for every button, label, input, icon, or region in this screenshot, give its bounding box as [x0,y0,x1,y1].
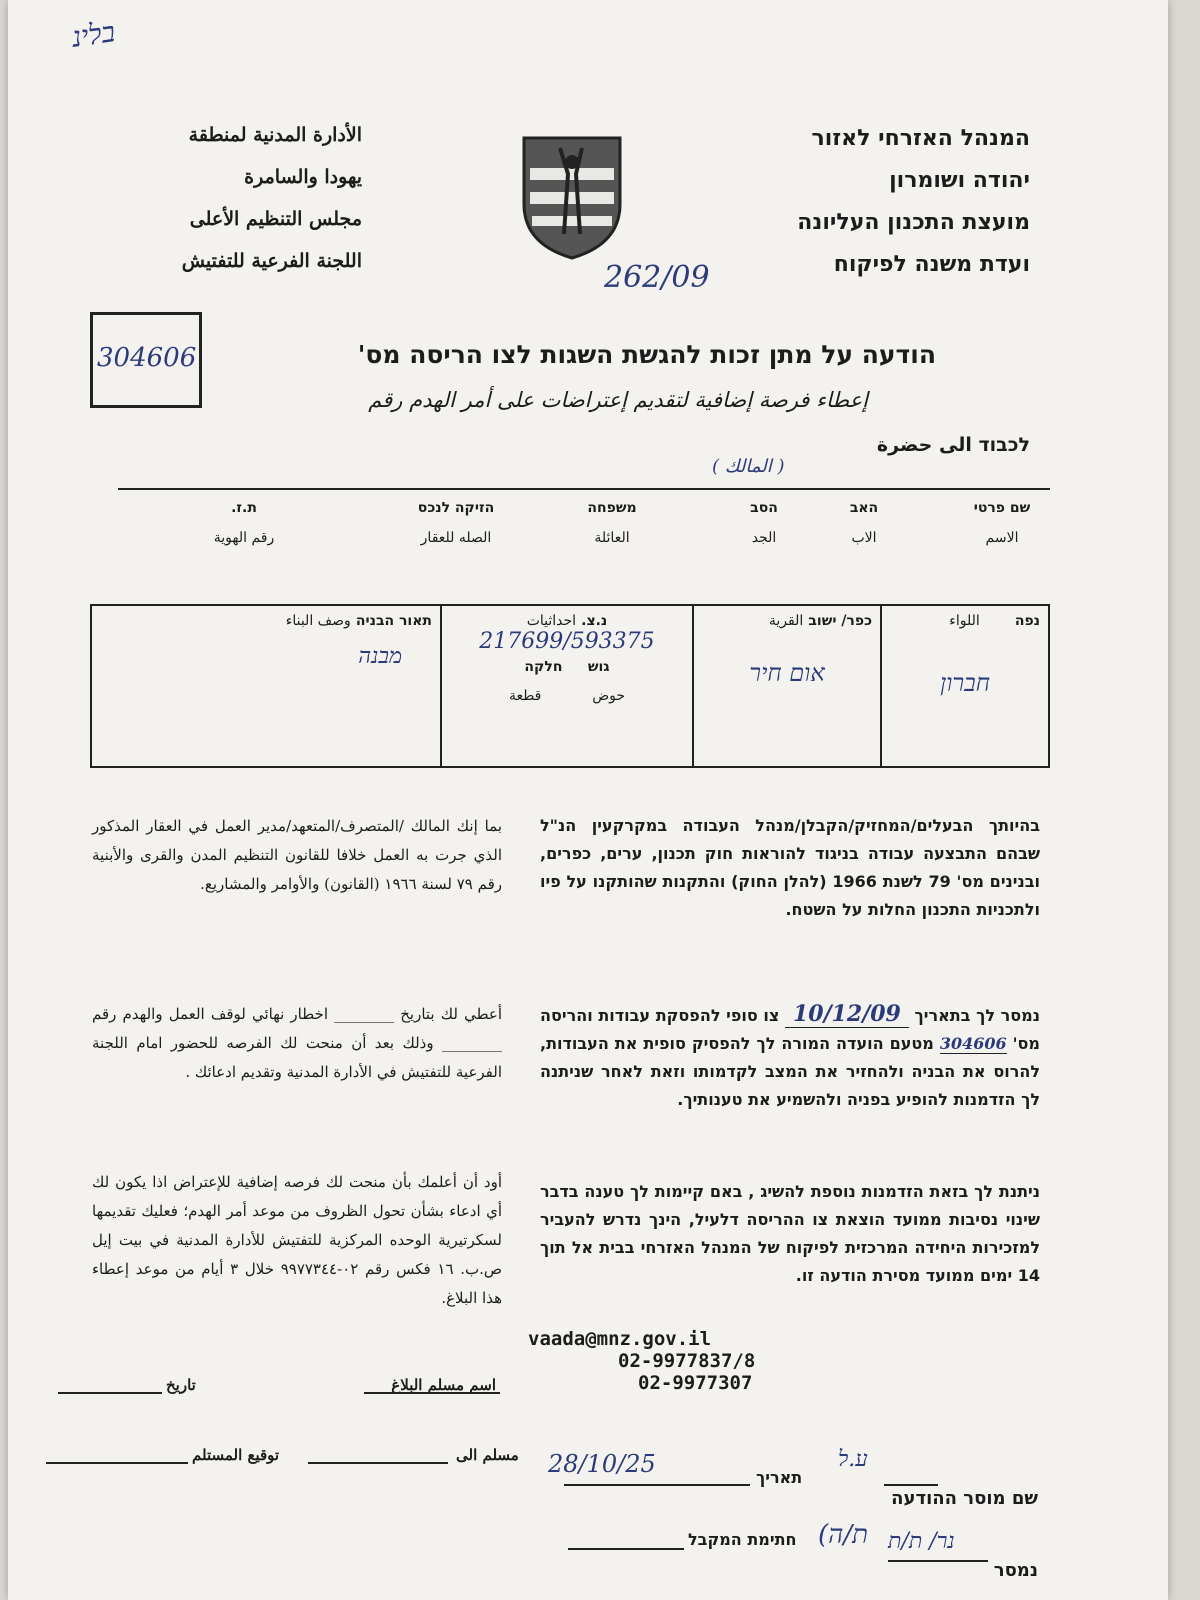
field-id-number [194,500,294,546]
cell-district [881,605,1049,767]
parcel-label-ar: قطعة [508,688,542,704]
emblem-shield-icon [520,134,624,262]
receiver-sig-label-he: חתימת המקבל [688,1530,797,1549]
field-id-number-ar: رقم الهوية [213,530,275,546]
coords-value: 217699/593375 [479,629,655,654]
cell-coords [441,605,693,767]
desc-label-ar: وصف البناء [285,613,351,629]
date-label-he: תאריך [756,1468,803,1487]
district-label-ar: اللواء [949,613,980,629]
header-arabic-line: مجلس التنظيم الأعلى [189,208,362,230]
header-hebrew-line: מועצת התכנון העליונה [797,210,1030,235]
sender-name-label-he: שם מוסר ההודעה [891,1488,1038,1509]
paragraph-1-arabic: بما إنك المالك /المتصرف/المتعهد/مدير العمل في العقار المذكور الذي جرت به العمل خلافا للقانون التنظيم المدن والقرى والأبنية رقم ٧٩ لسنة ١٩٦٦ (القانون) والأوامر والمشاريع. [92,817,502,893]
block-label-ar: حوض [592,688,626,704]
field-family-he: משפחה [587,500,637,516]
sender-name-handwritten: ע.ל [838,1447,868,1472]
contact-email[interactable]: vaada@mnz.gov.il [528,1328,712,1350]
desc-value: מבנה [358,644,402,669]
header-arabic-line: يهودا والسامرة [244,166,362,188]
paragraph-2-arabic: أعطي لك بتاريخ ________ اخطار نهائي لوقف العمل والهدم رقم ________ وذلك بعد أن منحت لك الفرصه للحضور امام اللجنة الفرعية للتفتيش في الأدارة المدنية وتقديم ادعائك . [92,1005,502,1081]
field-first-name-ar: الاسم [985,530,1019,546]
p2-order-handwritten: 304606 [939,1034,1007,1053]
receiver-sig-label-ar: توقيع المستلم [192,1446,280,1464]
village-label-he: כפר/ ישוב [808,613,872,629]
receiver-name-line [364,1392,500,1394]
field-father [824,500,904,546]
contact-phone-2: 02-9977307 [638,1372,753,1394]
receiver-sig-line-he [568,1548,684,1550]
field-first-name-he: שם פרטי [973,500,1031,516]
title-hebrew: הודעה על מתן זכות להגשת השגות לצו הריסה מס' [357,340,936,369]
delivered-to-line [308,1462,448,1464]
document-page [8,0,1168,1600]
paragraph-2-hebrew [540,1000,1040,1114]
field-family [562,500,662,546]
date-line-he [564,1484,750,1486]
delivered-line [888,1560,988,1562]
date-line-ar [58,1392,162,1394]
file-number: 304606 [97,343,197,373]
cell-village [693,605,881,767]
header-arabic [92,114,362,282]
field-father-he: האב [849,500,879,516]
district-value: חברון [940,669,990,697]
header-hebrew-line: יהודה ושומרון [889,168,1030,193]
corner-handwritten-note: בלינ [69,15,118,54]
paragraph-3-arabic: أود أن أعلمك بأن منحت لك فرصه إضافية للإعتراض اذا يكون لك أي ادعاء بشأن تحول الظروف من موعد أمر الهدم؛ فعليك تقديمها لسكرتيرية الوحده المركزية للتفتيش للأدارة المدنية في بيت إيل ص.ب. ١٦ فكس رقم ٠٢-٩٩٧٧٣٤٤ خلال ٣ أيام من موعد إعطاء هذا البلاغ. [92,1173,503,1307]
sender-name-line [884,1484,938,1486]
paragraph-1-hebrew: בהיותך הבעלים/המחזיק/הקבלן/מנהל העבודה במקרקעין הנ"ל שבהם התבצעה עבודה בניגוד להוראות חוק תכנון, ערים, כפרים, ובנינים מס' 79 לשנת 1966 (להלן החוק) והתקנות שהותקנו על פיו ולתכניות התכנון החלות על השטח. [540,816,1040,919]
receiver-name-label-ar: اسم مسلم البلاغ [391,1376,496,1394]
delivered-label-he: נמסר [993,1560,1038,1581]
header-hebrew-line: ועדת משנה לפיקוח [833,252,1030,277]
field-first-name [952,500,1052,546]
field-father-ar: الاب [851,530,877,546]
case-number-handwritten: 262/09 [604,260,710,295]
file-number-box [90,312,202,408]
parcel-label-he: חלקה [524,659,563,675]
p2-date-handwritten: 10/12/09 [785,1001,909,1028]
field-grandfather-he: הסב [750,500,778,516]
block-label-he: גוש [587,659,610,675]
p2-text-b: צו סופי להפסקת עבודות והריסה מס' [540,1006,1040,1053]
paragraph-3-hebrew: ניתנת לך בזאת הזדמנות נוספת להשיג , באם קיימות לך טענה בדבר שינוי נסיבות ממועד הוצאת צו ההריסה דלעיל, הינך נדרש להעביר למזכירות היחידה המרכזית לפיקוח של המנהל האזרחי בבית אל תוך 14 ימים ממועד מסירת הודעה זו. [540,1182,1040,1285]
salutation-handwritten: ( المالك ) [712,456,785,477]
p2-text-a: נמסר לך בתאריך [914,1006,1040,1025]
district-label-he: נפה [1014,613,1040,629]
receiver-sig-line-ar [46,1462,188,1464]
village-label-ar: القرية [768,613,804,629]
field-grandfather-ar: الجد [751,530,777,546]
header-hebrew-line: המנהל האזרחי לאזור [811,126,1030,151]
date-label-ar: تاريخ [166,1376,196,1394]
contact-block [528,1328,788,1394]
receiver-sig-handwritten: (ת/ה [818,1520,869,1550]
desc-label-he: תאור הבניה [355,613,432,629]
p2-text-c: מטעם הועדה המורה לך להפסיק סופית את העבודות, להרוס את הבניה ולהחזיר את המצב לקדמותו וזאת לאחר שניתנה לך הזדמנות להופיע בפניה ולהשמיע את טענותיך. [540,1034,1040,1109]
village-value: אום חיר [749,659,825,687]
delivered-handwritten: נר/ ת/ת [888,1529,955,1554]
field-property-relation-ar: الصله للعقار [420,530,492,546]
field-property-relation [396,500,516,546]
header-arabic-line: الأدارة المدنية لمنطقة [188,124,362,146]
field-property-relation-he: הזיקה לנכס [417,500,495,516]
contact-phone-1: 02-9977837/8 [618,1350,756,1372]
date-value-handwritten: 28/10/25 [548,1450,656,1478]
header-arabic-line: اللجنة الفرعية للتفتيش [181,250,362,272]
delivered-to-label-ar: مسلم الى [456,1446,519,1464]
fields-separator-line [118,488,1050,490]
field-id-number-he: ת.ז. [231,500,257,516]
cell-description [91,605,441,767]
coords-label-he: נ.צ. [581,613,608,629]
header-hebrew [690,118,1030,286]
salutation: לכבוד الى حضرة [876,434,1030,456]
location-table [90,604,1050,768]
coords-label-ar: احداثيات [526,613,577,629]
field-grandfather [724,500,804,546]
title-arabic: إعطاء فرصة إضافية لتقديم إعتراضات على أمر الهدم رقم [368,388,868,412]
field-family-ar: العائلة [594,530,630,546]
